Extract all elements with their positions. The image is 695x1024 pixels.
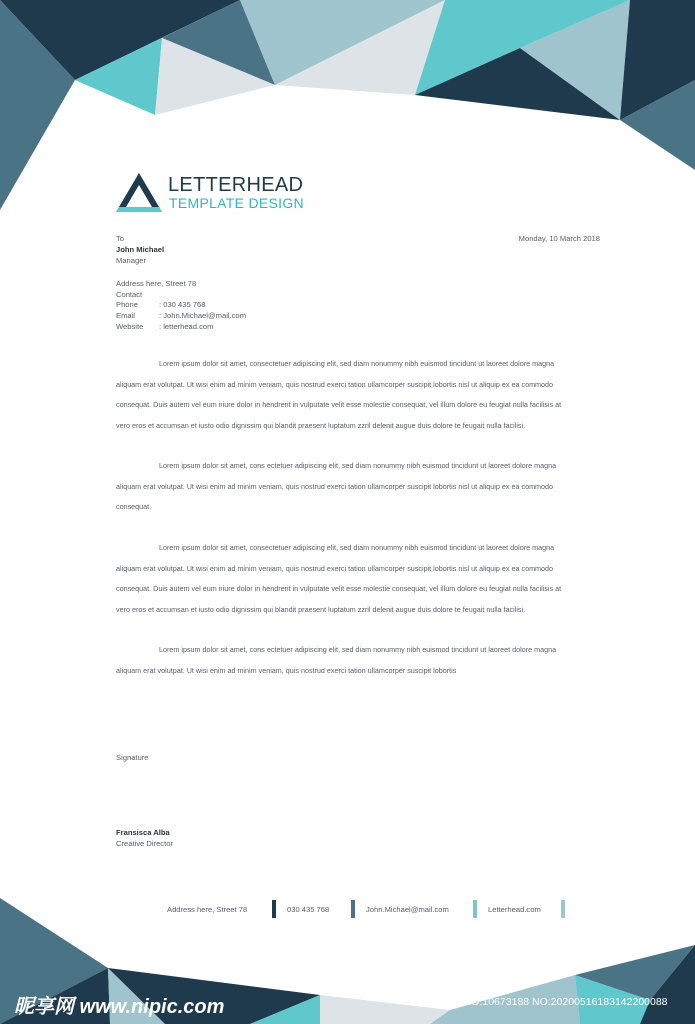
paragraph-line: vero eros et accumsan et iusto odio dignissim qui blandit praesent luptatum zzril delenit augue duis dolore te feugait nulla facilisi. (116, 604, 526, 614)
website-label: Website (116, 322, 144, 331)
footer-phone: 030 435 768 (287, 905, 330, 914)
logo-triangle-icon (116, 173, 162, 212)
footer-divider (272, 900, 276, 918)
footer-address: Address here, Street 78 (167, 905, 248, 914)
letter-date: Monday, 10 March 2018 (518, 234, 600, 243)
recipient-role: Manager (116, 256, 146, 265)
phone-label: Phone (116, 300, 138, 309)
footer-divider (351, 900, 355, 918)
to-label: To (116, 234, 125, 243)
recipient-address: Address here, Street 78 (116, 279, 197, 288)
paragraph-line: aliquam erat volutpat. Ut wisi enim ad minim veniam, quis nostrud exerci tation ullamcorper suscipit lobortis (116, 665, 457, 675)
paragraph-line: Lorem ipsum dolor sit amet, consectetuer adipiscing elit, sed diam nonummy nibh euismod tincidunt ut laoreet dolore magna (159, 543, 555, 552)
paragraph-line: vero eros et accumsan et iusto odio dignissim qui blandit praesent luptatum zzril delenit augue duis dolore te feugait nulla facilisi. (116, 420, 526, 430)
paragraph-line: Lorem ipsum dolor sit amet, cons ectetuer adipiscing elit, sed diam nonummy nibh euismod tincidunt ut laoreet dolore magna (159, 645, 557, 654)
signer-title: Creative Director (116, 839, 173, 848)
phone-value: : 030 435 768 (159, 300, 206, 309)
logo-subtitle: TEMPLATE DESIGN (169, 195, 304, 211)
paragraph-line: consequat. (116, 502, 152, 511)
website-value: : letterhead.com (159, 322, 214, 331)
email-value: : John.Michael@mail.com (159, 311, 247, 320)
signature-label: Signature (116, 753, 149, 762)
paragraph-line: consequat. Duis autem vel eum iriure dolor in hendrerit in vulputate velit esse molestie consequat, vel illum dolore eu feugiat nulla facilisis at (116, 400, 562, 409)
footer-divider (561, 900, 565, 918)
footer-website: Letterhead.com (488, 905, 541, 914)
paragraph-line: aliquam erat volutpat. Ut wisi enim ad minim veniam, quis nostrud exerci tation ullamcorper suscipit lobortis nisl ut aliquip ex ea commodo (116, 563, 554, 573)
website-row (116, 322, 213, 331)
email-row (116, 311, 246, 320)
paragraph-line: aliquam erat volutpat. Ut wisi enim ad minim veniam, quis nostrud exerci tation ullamcorper suscipit lobortis nisl ut aliquip ex ea commodo (116, 481, 554, 491)
email-label: Email (116, 311, 135, 320)
paragraph-line: Lorem ipsum dolor sit amet, consectetuer adipiscing elit, sed diam nonummy nibh euismod tincidunt ut laoreet dolore magna (159, 359, 555, 368)
signer-name: Fransisca Alba (116, 828, 170, 837)
watermark-id: ID:10673188 NO:20200516183142200088 (469, 996, 668, 1008)
contact-label: Contact (116, 290, 143, 299)
logo-title: LETTERHEAD (168, 174, 304, 196)
footer-email: John.Michael@mail.com (366, 905, 449, 914)
paragraph-line: aliquam erat volutpat. Ut wisi enim ad minim veniam, quis nostrud exerci tation ullamcorper suscipit lobortis nisl ut aliquip ex ea commodo (116, 379, 554, 389)
phone-row (116, 300, 205, 309)
paragraph-line: Lorem ipsum dolor sit amet, cons ectetuer adipiscing elit, sed diam nonummy nibh euismod tincidunt ut laoreet dolore magna (159, 461, 557, 470)
paragraph-line: consequat. Duis autem vel eum iriure dolor in hendrerit in vulputate velit esse molestie consequat, vel illum dolore eu feugiat nulla facilisis at (116, 584, 562, 593)
footer-divider (473, 900, 477, 918)
recipient-name: John Michael (116, 245, 165, 254)
watermark-site: 昵享网 www.nipic.com (14, 996, 225, 1018)
